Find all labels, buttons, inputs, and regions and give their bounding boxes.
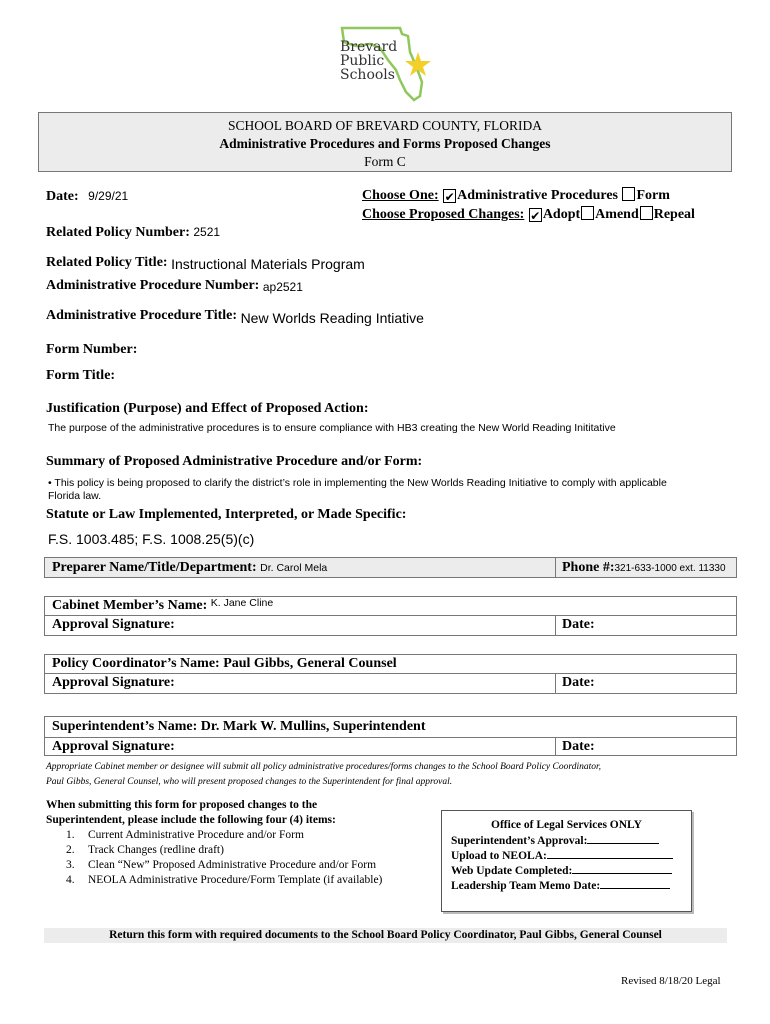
instructions: [46, 798, 382, 888]
list-number: 1.: [66, 829, 75, 841]
form-checkbox[interactable]: [622, 187, 635, 201]
adopt-label: Adopt: [542, 207, 581, 222]
summary-value-line-2[interactable]: Florida law.: [48, 490, 102, 502]
coordinator-block: [44, 654, 737, 694]
logo-line-2: Public: [340, 53, 385, 69]
instructions-heading-2: Superintendent, please include the following four (4) items:: [46, 814, 336, 826]
coordinator-date-field[interactable]: Date:: [562, 675, 595, 690]
justification-value[interactable]: The purpose of the administrative procedures is to ensure compliance with HB3 creating the New World Reading Inititative: [48, 422, 616, 434]
form-title-label: Form Title:: [46, 368, 116, 383]
justification-label: Justification (Purpose) and Effect of Proposed Action:: [46, 401, 369, 416]
cabinet-block: [44, 596, 737, 636]
related-policy-number-value[interactable]: 2521: [193, 225, 221, 239]
superintendent-date-field[interactable]: Date:: [562, 739, 595, 754]
choose-one-label: Choose One:: [362, 188, 439, 203]
web-update-line[interactable]: [572, 873, 672, 874]
choose-changes-label: Choose Proposed Changes:: [362, 207, 525, 222]
form-header-box: [38, 112, 732, 172]
preparer-label: Preparer Name/Title/Department:: [52, 560, 257, 575]
list-number: 2.: [66, 844, 75, 856]
list-number: 3.: [66, 859, 75, 871]
note-line-1: Appropriate Cabinet member or designee will submit all policy administrative procedures/forms changes to the School Board Policy Coordinator,: [46, 762, 601, 772]
upload-neola-line[interactable]: [547, 858, 673, 859]
leadership-memo-date-line[interactable]: [600, 888, 670, 889]
coordinator-signature-field[interactable]: Approval Signature:: [52, 675, 175, 690]
return-note: Return this form with required documents to the School Board Policy Coordinator, Paul Gibbs, General Counsel: [44, 928, 727, 943]
superintendent-name: Superintendent’s Name: Dr. Mark W. Mullins, Superintendent: [52, 719, 426, 734]
related-policy-title-label: Related Policy Title:: [46, 255, 168, 270]
repeal-checkbox[interactable]: [640, 206, 653, 220]
header-subtitle: Administrative Procedures and Forms Proposed Changes: [219, 136, 551, 151]
list-item: [46, 828, 382, 843]
legal-line-2-label: Upload to NEOLA:: [451, 850, 547, 862]
cabinet-name-label: Cabinet Member’s Name:: [52, 598, 208, 613]
instructions-heading-1: When submitting this form for proposed changes to the: [46, 799, 318, 811]
phone-value[interactable]: 321-633-1000 ext. 11330: [614, 563, 726, 574]
related-policy-number-label: Related Policy Number:: [46, 225, 190, 240]
amend-label: Amend: [595, 207, 639, 222]
cabinet-name-value[interactable]: K. Jane Cline: [210, 597, 274, 609]
list-number: 4.: [66, 874, 75, 886]
list-item-text: NEOLA Administrative Procedure/Form Template (if available): [88, 874, 383, 886]
related-policy-title-value[interactable]: Instructional Materials Program: [171, 256, 365, 272]
logo-line-3: Schools: [340, 67, 395, 83]
date-label: Date:: [46, 189, 79, 204]
phone-label: Phone #:: [562, 560, 615, 575]
revised-label: Revised 8/18/20 Legal: [621, 975, 721, 987]
superintendent-approval-line[interactable]: [587, 843, 659, 844]
statute-value[interactable]: F.S. 1003.485; F.S. 1008.25(5)(c): [48, 531, 255, 547]
list-item-text: Clean “New” Proposed Administrative Procedure and/or Form: [88, 859, 377, 871]
legal-line-1-label: Superintendent’s Approval:: [451, 835, 588, 847]
legal-services-box: [441, 810, 692, 912]
legal-line-3-label: Web Update Completed:: [451, 865, 573, 877]
admin-procedures-checkbox[interactable]: ✔: [444, 190, 455, 204]
cabinet-signature-field[interactable]: Approval Signature:: [52, 617, 175, 632]
list-item: [46, 873, 382, 888]
summary-value-line-1[interactable]: • This policy is being proposed to clarify the district’s role in implementing the New Worlds Reading Initiative to comply with applicable: [48, 477, 667, 489]
cabinet-date-field[interactable]: Date:: [562, 617, 595, 632]
list-item: [46, 858, 382, 873]
coordinator-name: Policy Coordinator’s Name: Paul Gibbs, General Counsel: [52, 656, 397, 671]
list-item: [46, 843, 382, 858]
repeal-label: Repeal: [653, 207, 695, 222]
amend-checkbox[interactable]: [581, 206, 594, 220]
note-line-2: Paul Gibbs, General Counsel, who will present proposed changes to the Superintendent for final approval.: [46, 777, 453, 787]
list-item-text: Track Changes (redline draft): [88, 844, 224, 856]
ap-number-value[interactable]: ap2521: [262, 280, 303, 294]
form-number-label: Form Number:: [46, 342, 138, 357]
statute-label: Statute or Law Implemented, Interpreted, or Made Specific:: [46, 507, 407, 522]
superintendent-block: [44, 716, 737, 756]
ap-title-value[interactable]: New Worlds Reading Intiative: [240, 310, 424, 326]
preparer-row: [44, 557, 737, 578]
header-title: SCHOOL BOARD OF BREVARD COUNTY, FLORIDA: [227, 118, 543, 133]
ap-number-label: Administrative Procedure Number:: [46, 278, 260, 293]
admin-procedures-label: Administrative Procedures: [457, 188, 618, 203]
legal-line-4-label: Leadership Team Memo Date:: [451, 880, 601, 892]
adopt-checkbox[interactable]: ✔: [530, 209, 541, 223]
superintendent-signature-field[interactable]: Approval Signature:: [52, 739, 175, 754]
date-value[interactable]: 9/29/21: [88, 189, 129, 203]
form-option-label: Form: [636, 188, 670, 203]
list-item-text: Current Administrative Procedure and/or Form: [88, 829, 304, 841]
summary-label: Summary of Proposed Administrative Procedure and/or Form:: [46, 454, 423, 469]
logo-line-1: Brevard: [340, 39, 398, 55]
ap-title-label: Administrative Procedure Title:: [46, 308, 238, 323]
brevard-logo: [330, 22, 440, 104]
legal-box-title: Office of Legal Services ONLY: [491, 819, 642, 831]
preparer-value[interactable]: Dr. Carol Mela: [260, 562, 328, 574]
header-form-label: Form C: [364, 154, 406, 169]
